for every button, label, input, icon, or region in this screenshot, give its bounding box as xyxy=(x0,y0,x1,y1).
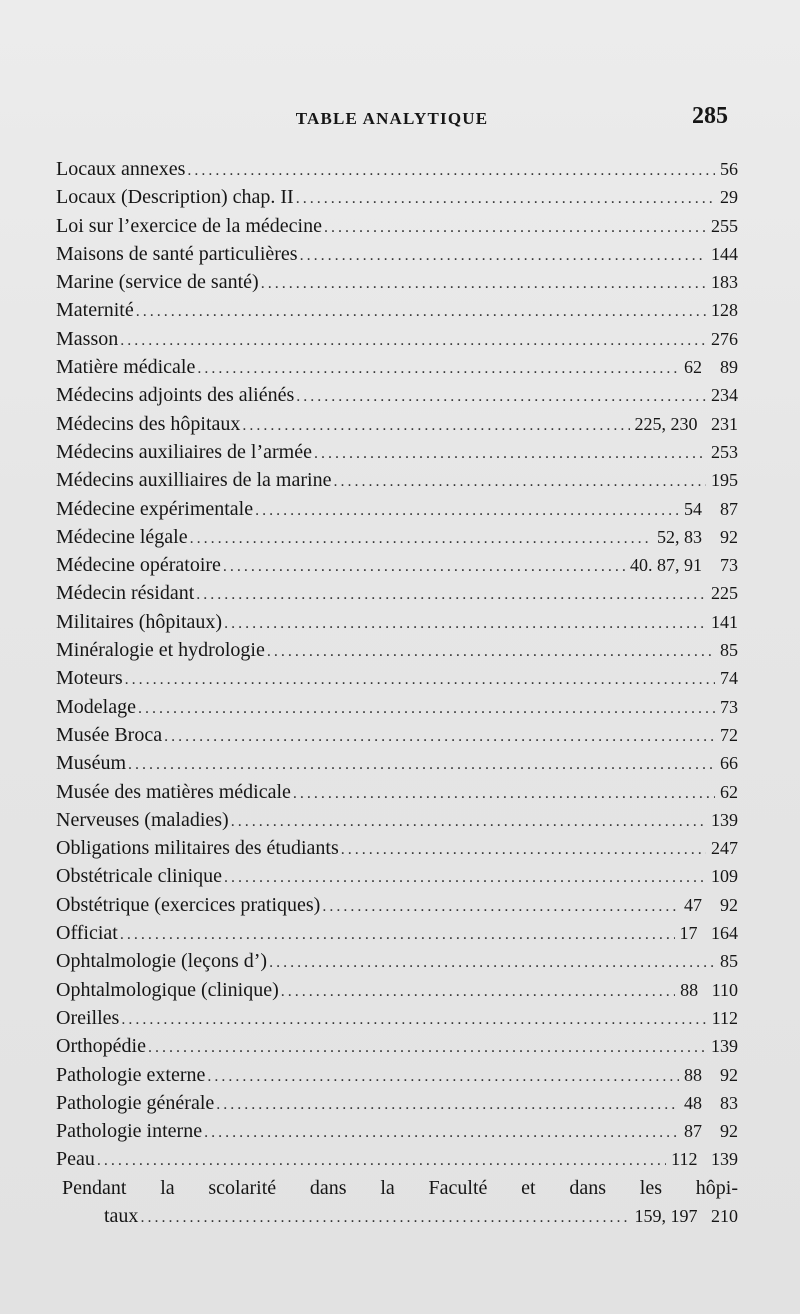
index-term: Médecine opératoire xyxy=(56,554,221,577)
index-pages: 73 xyxy=(720,696,738,717)
index-pages: 112 139 xyxy=(671,1149,738,1170)
dot-leader xyxy=(207,1068,679,1086)
index-entry xyxy=(56,186,738,214)
index-entry xyxy=(56,498,738,526)
index-term: Modelage xyxy=(56,695,136,718)
dot-leader xyxy=(197,360,679,378)
index-term: Médecins adjoints des aliénés xyxy=(56,384,295,407)
index-entry xyxy=(56,158,738,186)
dot-leader xyxy=(120,332,706,350)
index-term: Locaux (Description) chap. II xyxy=(56,186,294,209)
index-term: Ophtalmologie (leçons d’) xyxy=(56,950,268,973)
dot-leader xyxy=(231,813,706,831)
index-entry xyxy=(56,582,738,610)
index-pages: 159, 197 210 xyxy=(634,1205,738,1226)
index-entry xyxy=(56,413,738,441)
index-term: Nerveuses (maladies) xyxy=(56,808,229,831)
dot-leader xyxy=(324,219,706,237)
index-entry-last-line2 xyxy=(56,1205,738,1233)
index-entry xyxy=(56,356,738,384)
index-entry xyxy=(56,441,738,469)
dot-leader xyxy=(341,841,706,859)
dot-leader xyxy=(120,926,675,944)
index-pages: 234 xyxy=(711,385,738,406)
index-term: Médecine expérimentale xyxy=(56,497,254,520)
dot-leader xyxy=(164,728,715,746)
index-pages: 29 xyxy=(720,187,738,208)
dot-leader xyxy=(296,190,715,208)
dot-leader xyxy=(97,1152,666,1170)
dot-leader xyxy=(136,303,706,321)
dot-leader xyxy=(314,445,706,463)
index-term: Obstétricale clinique xyxy=(56,865,223,888)
index-entry xyxy=(56,837,738,865)
index-pages: 62 xyxy=(720,781,738,802)
index-entry xyxy=(56,243,738,271)
index-entry xyxy=(56,1148,738,1176)
index-entry xyxy=(56,299,738,327)
dot-leader xyxy=(121,1011,706,1029)
index-entry xyxy=(56,950,738,978)
dot-leader xyxy=(296,388,706,406)
index-entry-last-line1 xyxy=(56,1177,738,1205)
index-term: Pathologie générale xyxy=(56,1091,215,1114)
index-term: Marine (service de santé) xyxy=(56,271,259,294)
index-term: Officiat xyxy=(56,922,118,945)
index-pages: 85 xyxy=(720,951,738,972)
index-entry xyxy=(56,526,738,554)
index-pages: 85 xyxy=(720,640,738,661)
dot-leader xyxy=(190,530,652,548)
index-term: Maisons de santé particulières xyxy=(56,242,298,265)
index-entry xyxy=(56,724,738,752)
index-pages: 112 xyxy=(711,1007,738,1028)
index-pages: 225 xyxy=(711,583,738,604)
index-pages: 141 xyxy=(711,611,738,632)
index-pages: 88 110 xyxy=(680,979,738,1000)
index-pages: 72 xyxy=(720,724,738,745)
dot-leader xyxy=(128,756,715,774)
running-title: TABLE ANALYTIQUE xyxy=(295,109,489,128)
dot-leader xyxy=(204,1124,679,1142)
index-term: Obstétrique (exercices pratiques) xyxy=(56,893,321,916)
index-pages: 183 xyxy=(711,272,738,293)
index-entry xyxy=(56,384,738,412)
index-term: Pendant la scolarité dans la Faculté et dans les hôpi- xyxy=(62,1176,738,1199)
index-entry xyxy=(56,1035,738,1063)
index-entry xyxy=(56,215,738,243)
index-pages: 128 xyxy=(711,300,738,321)
index-term: Ophtalmologique (clinique) xyxy=(56,978,279,1001)
index-pages: 17 164 xyxy=(679,923,738,944)
index-entry xyxy=(56,781,738,809)
index-entry xyxy=(56,271,738,299)
dot-leader xyxy=(140,1209,629,1227)
dot-leader xyxy=(216,1096,679,1114)
index-term: Pathologie interne xyxy=(56,1120,203,1143)
index-pages: 247 xyxy=(711,838,738,859)
index-list xyxy=(56,158,738,1233)
dot-leader xyxy=(148,1039,706,1057)
index-term: taux xyxy=(104,1204,139,1227)
index-term: Moteurs xyxy=(56,667,123,690)
index-term: Médecins auxiliaires de l’armée xyxy=(56,440,312,463)
index-entry xyxy=(56,469,738,497)
index-term: Peau xyxy=(56,1148,95,1171)
index-entry xyxy=(56,1064,738,1092)
dot-leader xyxy=(293,785,715,803)
index-pages: 253 xyxy=(711,441,738,462)
index-entry xyxy=(56,328,738,356)
index-term: Militaires (hôpitaux) xyxy=(56,610,223,633)
dot-leader xyxy=(223,558,625,576)
index-entry xyxy=(56,979,738,1007)
index-pages: 66 xyxy=(720,753,738,774)
index-term: Muséum xyxy=(56,752,126,775)
index-pages: 48 83 xyxy=(684,1092,738,1113)
index-entry xyxy=(56,752,738,780)
index-pages: 52, 83 92 xyxy=(657,526,738,547)
index-term: Masson xyxy=(56,327,119,350)
page-number: 285 xyxy=(692,103,728,129)
dot-leader xyxy=(224,615,706,633)
index-term: Maternité xyxy=(56,299,134,322)
index-entry xyxy=(56,922,738,950)
dot-leader xyxy=(269,954,715,972)
dot-leader xyxy=(224,869,706,887)
index-entry xyxy=(56,865,738,893)
dot-leader xyxy=(281,983,675,1001)
index-pages: 56 xyxy=(720,159,738,179)
index-term: Musée des matières médicale xyxy=(56,780,291,803)
index-pages: 47 92 xyxy=(684,894,738,915)
index-term: Matière médicale xyxy=(56,356,196,379)
index-term: Pathologie externe xyxy=(56,1063,206,1086)
index-pages: 276 xyxy=(711,328,738,349)
dot-leader xyxy=(196,586,706,604)
index-term: Musée Broca xyxy=(56,723,163,746)
index-term: Médecine légale xyxy=(56,525,188,548)
index-entry xyxy=(56,639,738,667)
index-pages: 144 xyxy=(711,243,738,264)
dot-leader xyxy=(322,898,679,916)
index-pages: 40. 87, 91 73 xyxy=(630,555,738,576)
dot-leader xyxy=(333,473,706,491)
index-term: Loi sur l’exercice de la médecine xyxy=(56,214,322,237)
running-head xyxy=(56,103,728,137)
index-pages: 139 xyxy=(711,809,738,830)
dot-leader xyxy=(267,643,715,661)
index-pages: 62 89 xyxy=(684,357,738,378)
index-entry xyxy=(56,809,738,837)
index-pages: 195 xyxy=(711,470,738,491)
index-entry xyxy=(56,1092,738,1120)
index-term: Obligations militaires des étudiants xyxy=(56,837,339,860)
index-pages: 139 xyxy=(711,1036,738,1057)
index-term: Médecins auxilliaires de la marine xyxy=(56,469,332,492)
index-term: Médecin résidant xyxy=(56,582,195,605)
index-entry xyxy=(56,1007,738,1035)
index-pages: 225, 230 231 xyxy=(634,413,738,434)
index-entry xyxy=(56,554,738,582)
index-entry xyxy=(56,696,738,724)
index-term: Orthopédie xyxy=(56,1035,146,1058)
index-pages: 54 87 xyxy=(684,498,738,519)
dot-leader xyxy=(125,671,715,689)
dot-leader xyxy=(187,162,715,180)
dot-leader xyxy=(138,700,715,718)
index-pages: 109 xyxy=(711,866,738,887)
index-pages: 87 92 xyxy=(684,1121,738,1142)
index-term: Oreilles xyxy=(56,1006,120,1029)
index-pages: 255 xyxy=(711,215,738,236)
index-entry xyxy=(56,611,738,639)
index-term: Locaux annexes xyxy=(56,158,186,180)
index-pages: 88 92 xyxy=(684,1064,738,1085)
dot-leader xyxy=(242,417,629,435)
dot-leader xyxy=(300,247,706,265)
index-pages: 74 xyxy=(720,668,738,689)
index-entry xyxy=(56,1120,738,1148)
index-entry xyxy=(56,667,738,695)
dot-leader xyxy=(255,502,679,520)
index-term: Minéralogie et hydrologie xyxy=(56,639,265,662)
dot-leader xyxy=(261,275,706,293)
index-entry xyxy=(56,894,738,922)
index-term: Médecins des hôpitaux xyxy=(56,412,241,435)
